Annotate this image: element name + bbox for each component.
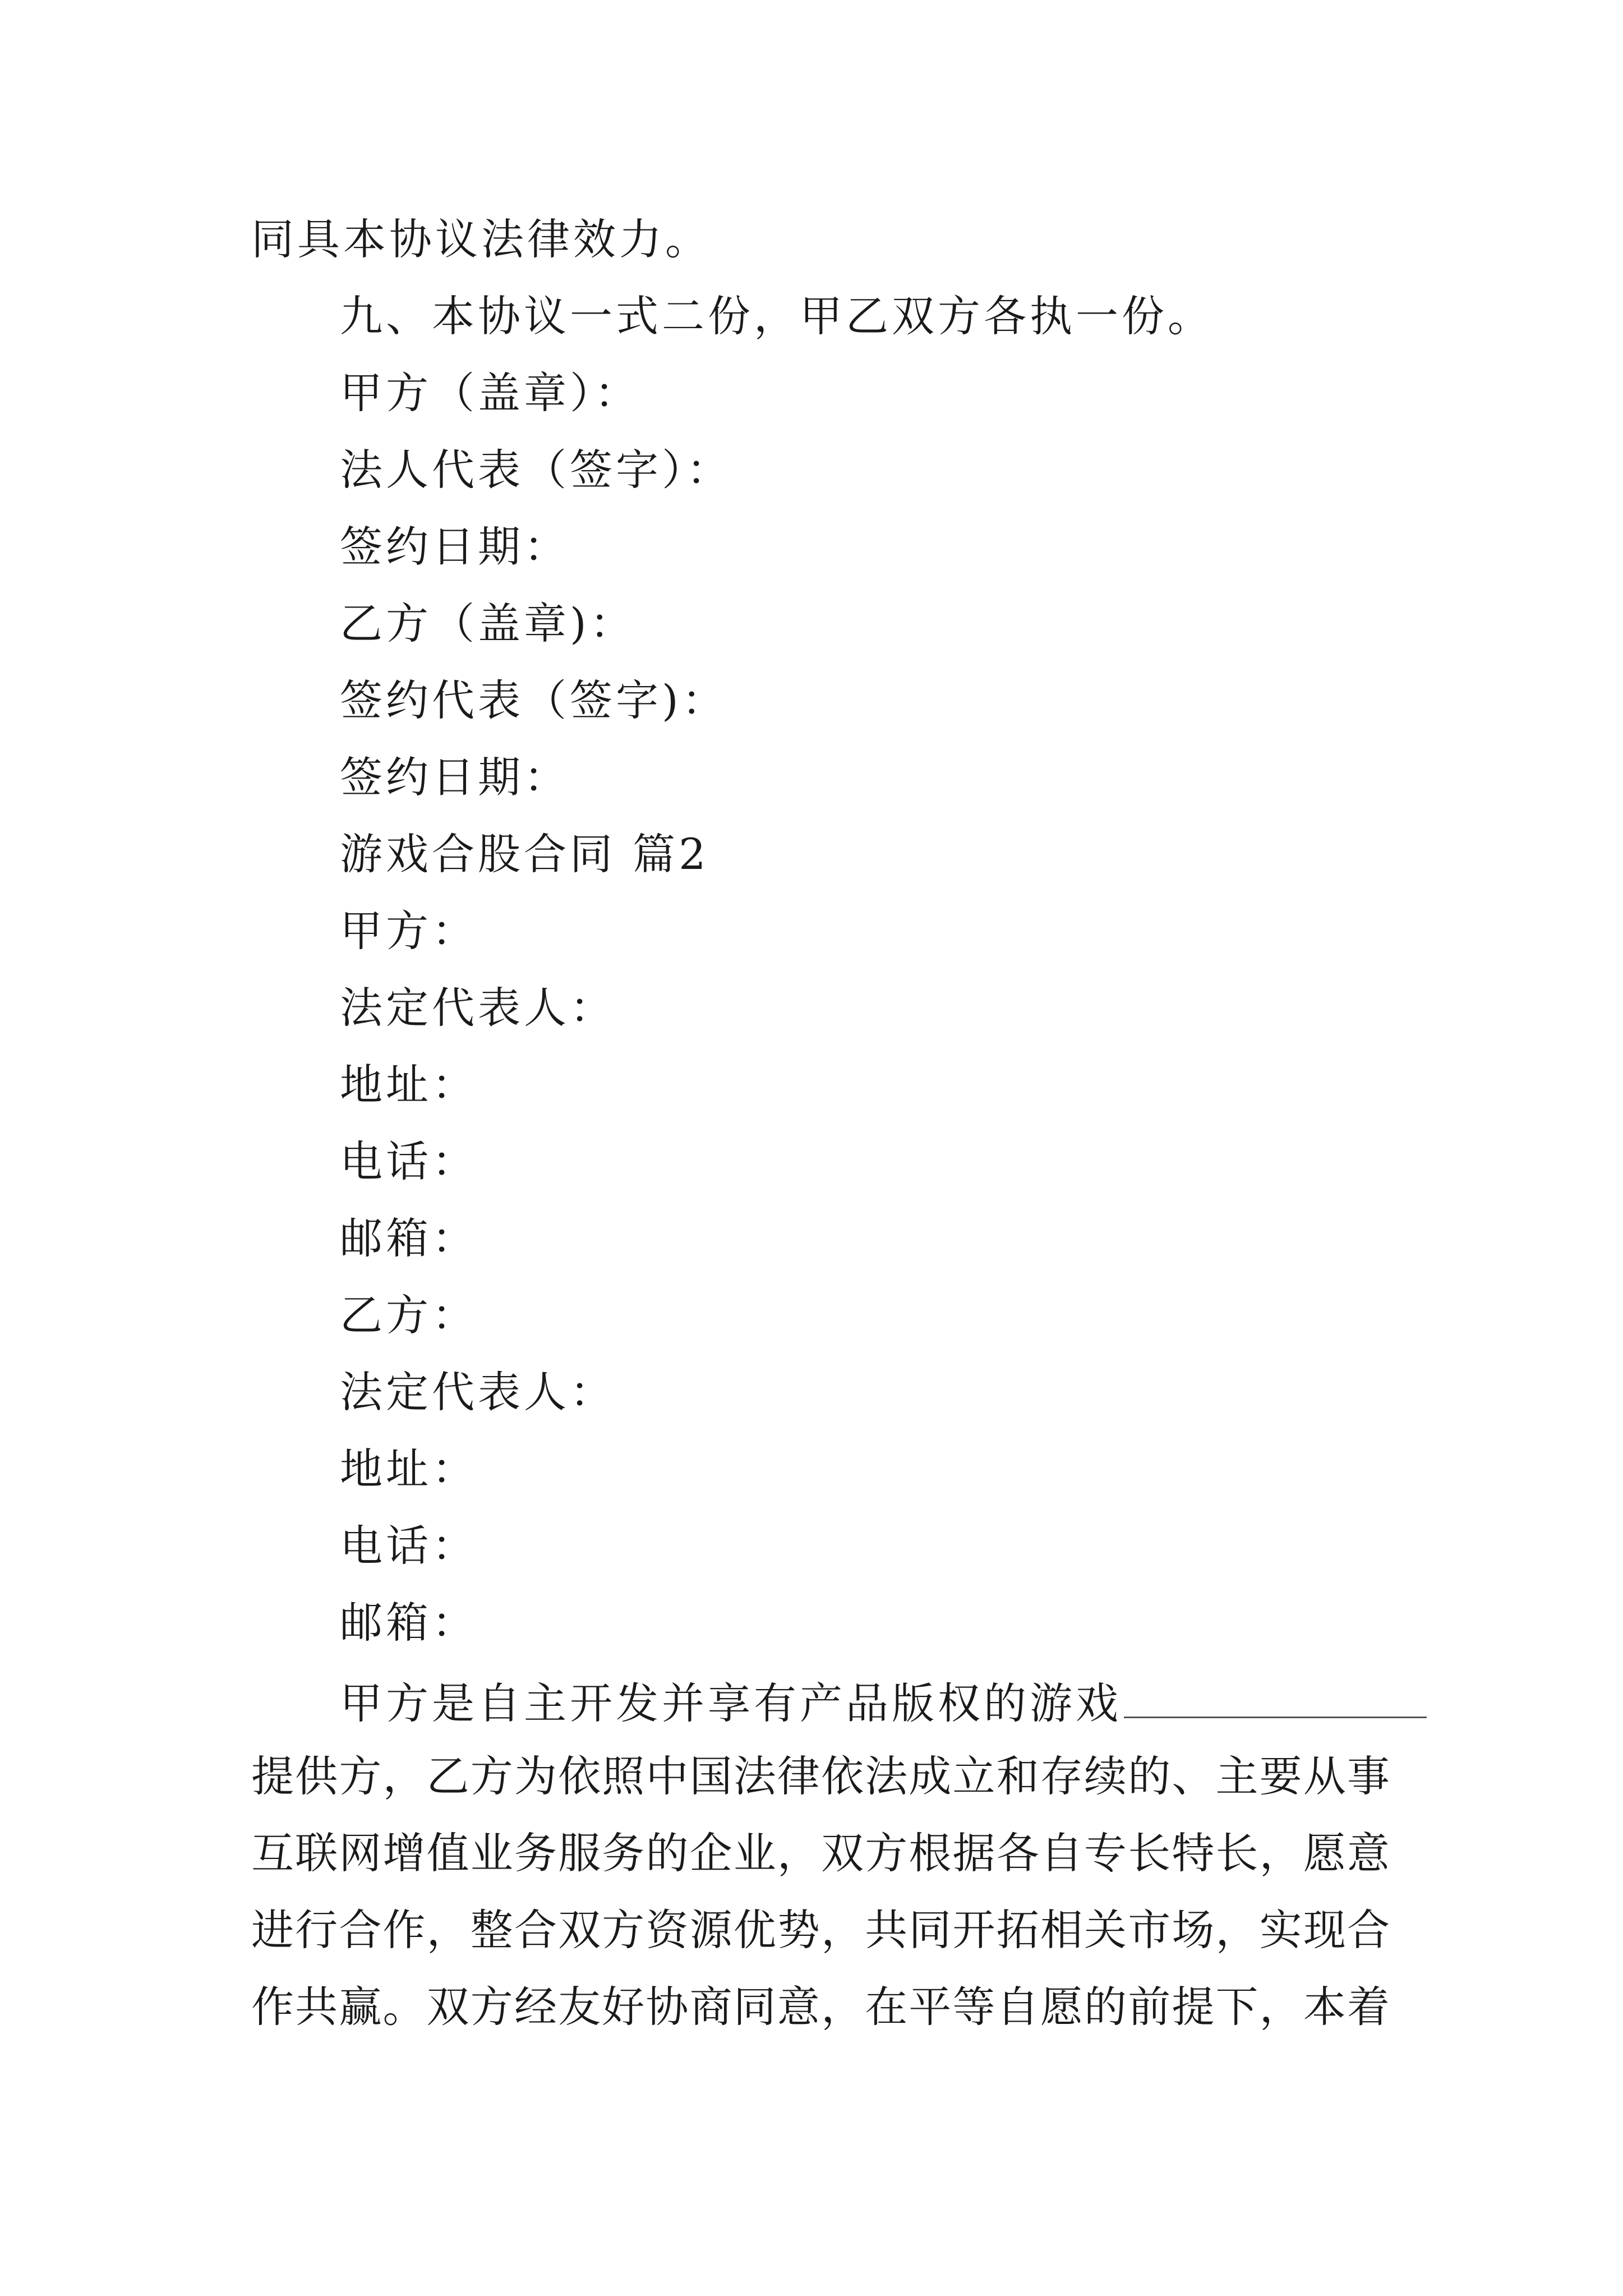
party-b-label: 乙方：: [340, 1290, 478, 1340]
paragraph-line: 提供方，乙方为依照中国法律依法成立和存续的、主要从事: [251, 1751, 1390, 1801]
party-b-seal-label: 乙方（盖章)：: [340, 599, 636, 648]
preamble-line: [340, 1672, 1427, 1732]
preamble-text: 甲方是自主开发并享有产品版权的游戏: [340, 1678, 1122, 1728]
paragraph-line: 作共赢。双方经友好协商同意，在平等自愿的前提下，本着: [251, 1982, 1390, 2032]
paragraph-line: 进行合作，整合双方资源优势，共同开拓相关市场，实现合: [251, 1905, 1390, 1955]
email-label: 邮箱：: [340, 1598, 478, 1648]
legal-representative-label: 法定代表人：: [340, 983, 616, 1033]
paragraph-line: 同具本协议法律效力。: [251, 214, 711, 264]
legal-rep-signature-label: 法人代表（签字）：: [340, 445, 732, 495]
party-a-label: 甲方：: [340, 906, 478, 956]
phone-label: 电话：: [340, 1521, 478, 1571]
sign-date-label: 签约日期：: [340, 752, 570, 802]
clause-nine: 九、本协议一式二份，甲乙双方各执一份。: [340, 291, 1214, 341]
paragraph-line: 互联网增值业务服务的企业，双方根据各自专长特长，愿意: [251, 1828, 1390, 1878]
email-label: 邮箱：: [340, 1213, 478, 1263]
address-label: 地址：: [340, 1444, 478, 1494]
sign-rep-signature-label: 签约代表（签字)：: [340, 675, 728, 725]
section-heading: 游戏合股合同 篇2: [340, 829, 709, 879]
address-label: 地址：: [340, 1060, 478, 1110]
legal-representative-label: 法定代表人：: [340, 1367, 616, 1417]
party-a-seal-label: 甲方（盖章）：: [340, 368, 640, 418]
phone-label: 电话：: [340, 1137, 478, 1186]
sign-date-label: 签约日期：: [340, 522, 570, 572]
fill-in-blank: [1124, 1672, 1427, 1718]
